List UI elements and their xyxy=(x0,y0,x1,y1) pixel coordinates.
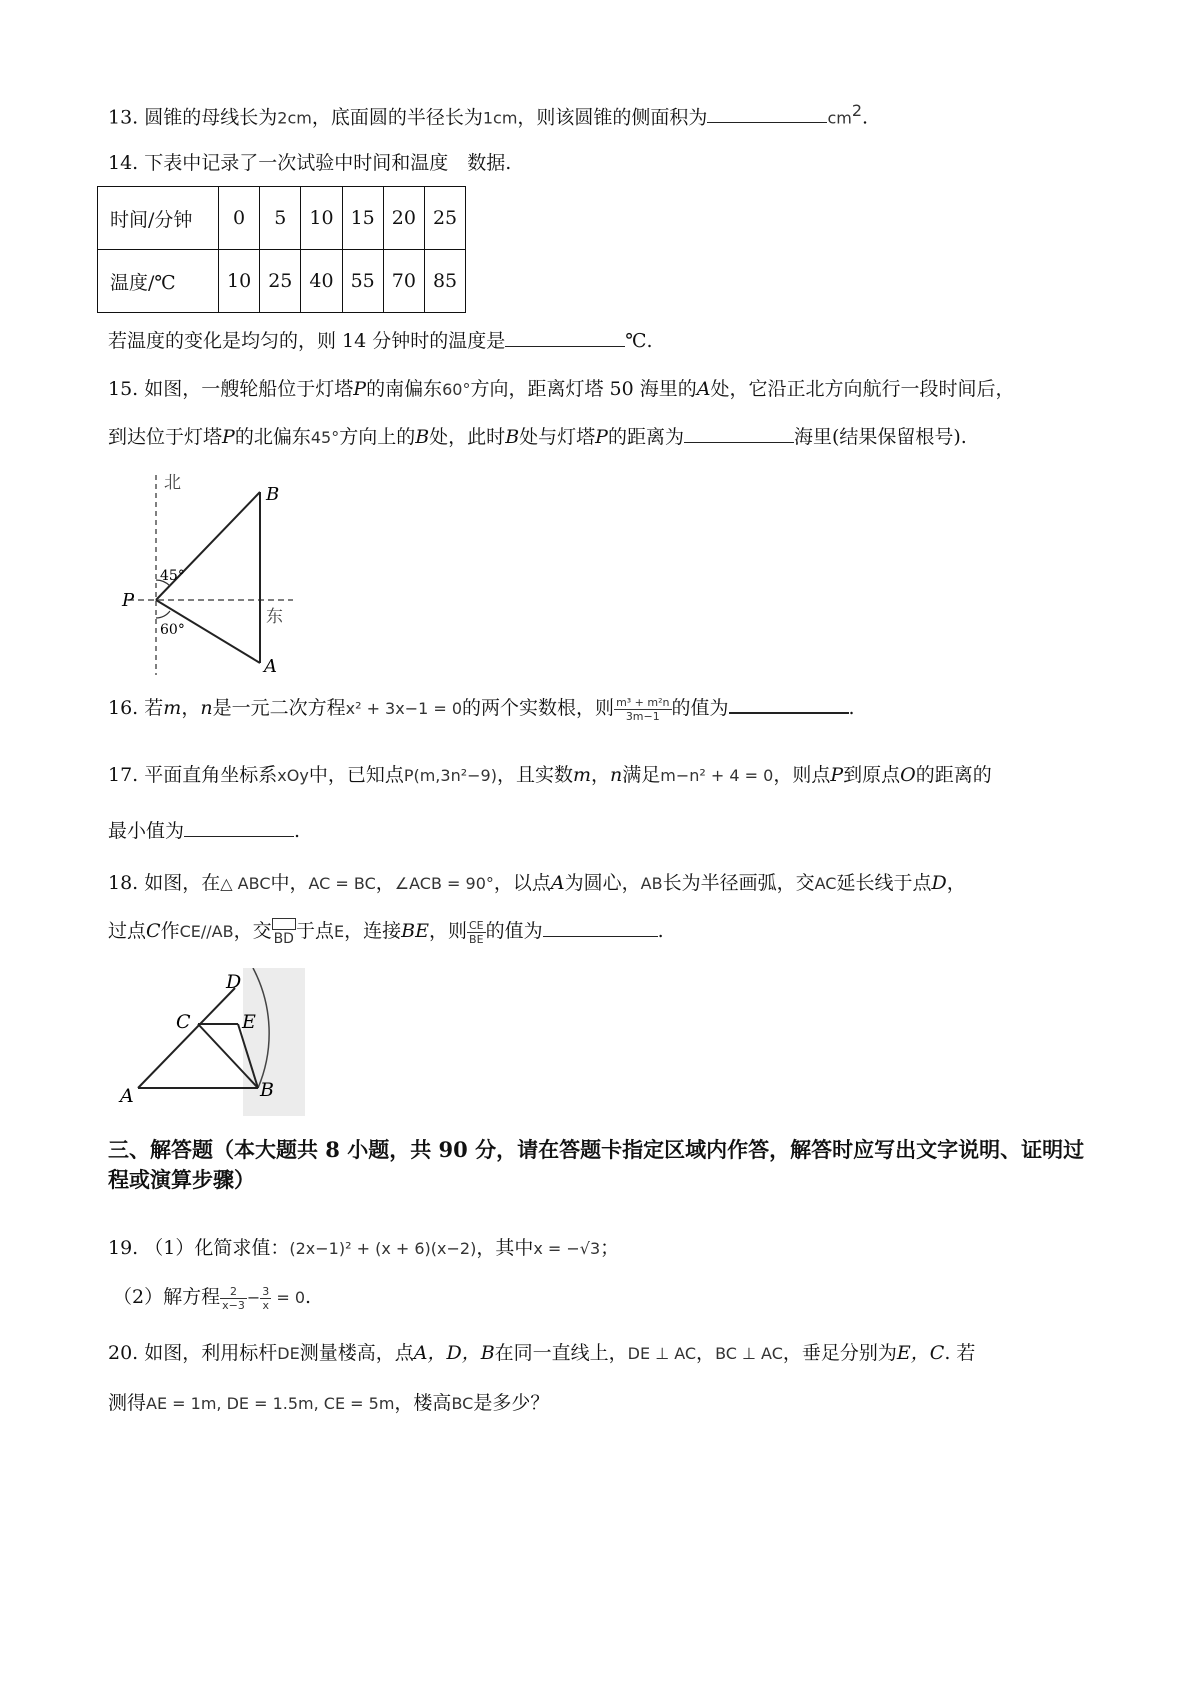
q17-text: 到原点 xyxy=(843,764,901,786)
point-B-label: B xyxy=(260,1079,274,1101)
q20-var: A，D，B xyxy=(413,1342,495,1364)
question-15-line2 xyxy=(108,424,967,451)
east-label: 东 xyxy=(266,607,283,627)
q18-text: ，以点 xyxy=(493,872,551,894)
q15-text: 的南偏东 xyxy=(366,378,443,400)
q13-end: . xyxy=(862,106,869,129)
q19-fraction-1 xyxy=(220,1285,247,1312)
q18-text: 过点 xyxy=(108,920,147,942)
table-cell: 0 xyxy=(219,187,260,250)
table-cell: 85 xyxy=(424,250,465,313)
q20-text: 在同一直线上， xyxy=(494,1342,628,1364)
q13-radius: 1cm xyxy=(482,108,518,128)
arc-triangle-figure xyxy=(118,968,308,1118)
q15-var: P xyxy=(353,378,367,400)
q17-text: ，且实数 xyxy=(496,764,573,786)
q20-measurements: AE = 1m, DE = 1.5m, CE = 5m xyxy=(146,1394,395,1413)
q19-text: ，其中 xyxy=(476,1237,534,1259)
fraction-denominator: x−3 xyxy=(222,1298,245,1312)
arc-box xyxy=(272,918,296,930)
section-heading: 三、解答题（本大题共 8 小题，共 90 分，请在答题卡指定区域内作答，解答时应写出文字说明、证明过程或演算步骤） xyxy=(108,1137,1085,1192)
q20-text: ，楼高 xyxy=(394,1392,452,1414)
q19-text: . xyxy=(305,1286,312,1308)
q20-text: ，垂足分别为 xyxy=(782,1342,897,1364)
q19-value: x = −√3 xyxy=(533,1239,601,1258)
answer-blank xyxy=(505,328,625,347)
angle-45-label: 45° xyxy=(160,568,185,584)
question-20 xyxy=(108,1340,975,1367)
q20-text: 是多少？ xyxy=(473,1392,550,1414)
q15-text: 处，它沿正北方向航行一段时间后， xyxy=(710,378,1015,400)
question-number: 19. xyxy=(108,1237,139,1259)
q16-end: . xyxy=(848,697,855,719)
q13-slant-length: 2cm xyxy=(277,108,312,128)
q18-text: ， xyxy=(375,872,395,894)
q18-var: BE xyxy=(401,920,429,942)
question-17 xyxy=(108,762,992,789)
q15-text: 的北偏东 xyxy=(234,426,311,448)
q14-after-end: ℃. xyxy=(625,330,653,352)
question-20-line2 xyxy=(108,1390,549,1417)
q18-math: CE//AB xyxy=(179,922,234,941)
lighthouse-figure xyxy=(118,470,318,680)
q20-math: DE xyxy=(277,1344,300,1363)
fraction-numerator: m³ + m²n xyxy=(616,695,670,709)
q19-text: ； xyxy=(600,1237,620,1259)
q17-text: 平面直角坐标系 xyxy=(144,764,278,786)
table-cell: 10 xyxy=(301,187,342,250)
table-row xyxy=(98,250,466,313)
q15-text: 方向，距离灯塔 50 海里的 xyxy=(470,378,697,400)
q17-var: O xyxy=(900,764,916,786)
q13-text: ，底面圆的半径长为 xyxy=(311,106,483,129)
shaded-background xyxy=(243,968,305,1116)
table-cell: 5 xyxy=(260,187,301,250)
table-cell: 10 xyxy=(219,250,260,313)
question-17-line2 xyxy=(108,818,300,844)
q14-after: 若温度的变化是均匀的，则 14 分钟时的温度是 xyxy=(108,330,506,352)
row-header: 温度/℃ xyxy=(98,250,219,313)
q18-text: 延长线于点 xyxy=(836,872,932,894)
question-16 xyxy=(108,694,855,723)
table-cell: 55 xyxy=(342,250,383,313)
point-P-label: P xyxy=(122,590,135,611)
q18-math: E xyxy=(333,922,345,941)
table-cell: 25 xyxy=(260,250,301,313)
point-C-label: C xyxy=(176,1011,191,1033)
q19-text: （1）化简求值： xyxy=(144,1237,290,1259)
q19-expression: (2x−1)² + (x + 6)(x−2) xyxy=(289,1239,477,1258)
q18-math: ∠ACB = 90° xyxy=(394,874,494,893)
question-19 xyxy=(108,1235,619,1262)
q13-unit-exp: 2 xyxy=(851,101,863,120)
q16-text: ， xyxy=(181,697,201,719)
q17-text: 最小值为 xyxy=(108,820,185,842)
q18-text: 作 xyxy=(160,920,180,942)
question-number: 17. xyxy=(108,764,139,786)
q18-var: C xyxy=(146,920,161,942)
q18-text: ，则 xyxy=(428,920,467,942)
question-18-line2 xyxy=(108,918,664,946)
question-19-part2 xyxy=(113,1284,311,1312)
q17-xoy: xOy xyxy=(277,766,309,785)
q20-math: DE ⊥ AC xyxy=(627,1344,697,1363)
question-18 xyxy=(108,870,966,897)
q20-text: . 若 xyxy=(944,1342,976,1364)
fraction-denominator: 3m−1 xyxy=(625,709,660,723)
q15-angle: 45° xyxy=(310,428,340,447)
q19-minus: − xyxy=(246,1288,261,1307)
q16-equation: x² + 3x−1 = 0 xyxy=(345,699,463,718)
q20-text: ， xyxy=(696,1342,716,1364)
q20-text: 测得 xyxy=(108,1392,147,1414)
q18-math: AB xyxy=(640,874,663,893)
table-row xyxy=(98,187,466,250)
q16-text: 若 xyxy=(144,697,164,719)
q18-text: ，连接 xyxy=(344,920,402,942)
q15-text: 处，此时 xyxy=(429,426,506,448)
q19-text: （2）解方程 xyxy=(113,1286,221,1308)
q18-text: 长为半径画弧，交 xyxy=(662,872,815,894)
q18-arc-BD xyxy=(272,918,296,946)
q13-text: ，则该圆锥的侧面积为 xyxy=(517,106,708,129)
q15-var: B xyxy=(415,426,430,448)
table-cell: 70 xyxy=(383,250,424,313)
q16-var: m xyxy=(163,697,182,719)
q17-text: ，则点 xyxy=(773,764,831,786)
question-14 xyxy=(108,150,511,176)
angle-arc-60 xyxy=(156,611,170,618)
question-number: 20. xyxy=(108,1342,139,1364)
q15-angle: 60° xyxy=(442,380,471,399)
q17-text: ， xyxy=(591,764,611,786)
q18-text: 中， xyxy=(270,872,309,894)
q17-end: . xyxy=(294,820,301,842)
q15-text: 的距离为 xyxy=(607,426,684,448)
table-cell: 20 xyxy=(383,187,424,250)
fraction-denominator: BE xyxy=(469,932,484,946)
question-number: 18. xyxy=(108,872,139,894)
q17-var: n xyxy=(610,764,623,786)
q20-var: E，C xyxy=(896,1342,945,1364)
answer-blank xyxy=(543,918,658,937)
point-E-label: E xyxy=(242,1011,256,1033)
q15-text: 到达位于灯塔 xyxy=(108,426,223,448)
q20-math: BC xyxy=(451,1394,474,1413)
q17-equation: m−n² + 4 = 0 xyxy=(660,766,774,785)
q19-equation: = 0 xyxy=(271,1288,305,1307)
q15-var: P xyxy=(222,426,235,448)
q18-fraction xyxy=(467,919,486,946)
q18-text: 于点 xyxy=(295,920,334,942)
q15-text: 方向上的 xyxy=(339,426,416,448)
fraction-numerator: 2 xyxy=(220,1285,247,1299)
table-cell: 25 xyxy=(424,187,465,250)
q20-text: 如图，利用标杆 xyxy=(144,1342,278,1364)
q15-var: B xyxy=(505,426,520,448)
q15-text: 海里(结果保留根号). xyxy=(793,426,967,448)
q18-text: 为圆心， xyxy=(564,872,641,894)
question-number: 14. xyxy=(108,152,139,174)
point-B-label: B xyxy=(266,484,280,505)
q18-math: AC xyxy=(814,874,837,893)
q17-point: P(m,3n²−9) xyxy=(403,766,497,785)
answer-blank xyxy=(184,818,294,837)
answer-blank xyxy=(729,694,849,714)
q16-text: 是一元二次方程 xyxy=(212,697,346,719)
north-label: 北 xyxy=(164,473,181,493)
question-13 xyxy=(108,98,868,131)
q18-math: △ ABC xyxy=(220,874,271,893)
q17-var: P xyxy=(830,764,844,786)
q15-text: 如图，一艘轮船位于灯塔 xyxy=(144,378,354,400)
q16-text: 的值为 xyxy=(671,697,729,719)
q13-text: 圆锥的母线长为 xyxy=(144,106,278,129)
angle-60-label: 60° xyxy=(160,622,185,638)
q18-var: D xyxy=(931,872,947,894)
q18-end: . xyxy=(657,920,664,942)
q19-fraction-2 xyxy=(260,1285,271,1312)
table-cell: 15 xyxy=(342,187,383,250)
table-cell: 40 xyxy=(301,250,342,313)
point-D-label: D xyxy=(226,971,242,993)
segment-AD xyxy=(138,988,235,1088)
q16-text: 的两个实数根，则 xyxy=(462,697,615,719)
q17-text: 满足 xyxy=(622,764,661,786)
question-number: 13. xyxy=(108,106,139,129)
q18-math: AC = BC xyxy=(308,874,376,893)
time-temperature-table xyxy=(97,186,466,313)
answer-blank xyxy=(684,424,794,443)
q18-text: 的值为 xyxy=(485,920,543,942)
question-number: 16. xyxy=(108,697,139,719)
row-header: 时间/分钟 xyxy=(98,187,219,250)
arc-label: BD xyxy=(273,931,294,947)
q15-var: A xyxy=(696,378,711,400)
q14-question-line xyxy=(108,328,653,354)
q18-text: ， xyxy=(946,872,966,894)
answer-blank xyxy=(707,104,827,123)
q13-unit: cm xyxy=(827,108,852,128)
q17-text: 中，已知点 xyxy=(308,764,404,786)
q18-text: 如图，在 xyxy=(144,872,221,894)
q16-fraction xyxy=(614,696,671,723)
q18-var: A xyxy=(550,872,565,894)
q15-var: P xyxy=(595,426,608,448)
q17-var: m xyxy=(572,764,591,786)
fraction-numerator: CE xyxy=(468,918,484,932)
question-number: 15. xyxy=(108,378,139,400)
fraction-denominator: x xyxy=(262,1298,269,1312)
q18-text: ，交 xyxy=(233,920,272,942)
q20-text: 测量楼高，点 xyxy=(299,1342,414,1364)
q14-intro: 下表中记录了一次试验中时间和温度 数据. xyxy=(144,152,512,174)
q17-text: 的距离的 xyxy=(915,764,992,786)
question-15 xyxy=(108,376,1014,403)
fraction-numerator: 3 xyxy=(262,1284,270,1298)
point-A-label: A xyxy=(120,1085,134,1107)
q15-text: 处与灯塔 xyxy=(519,426,596,448)
q20-math: BC ⊥ AC xyxy=(715,1344,783,1363)
point-A-label: A xyxy=(264,656,277,677)
q16-var: n xyxy=(200,697,213,719)
